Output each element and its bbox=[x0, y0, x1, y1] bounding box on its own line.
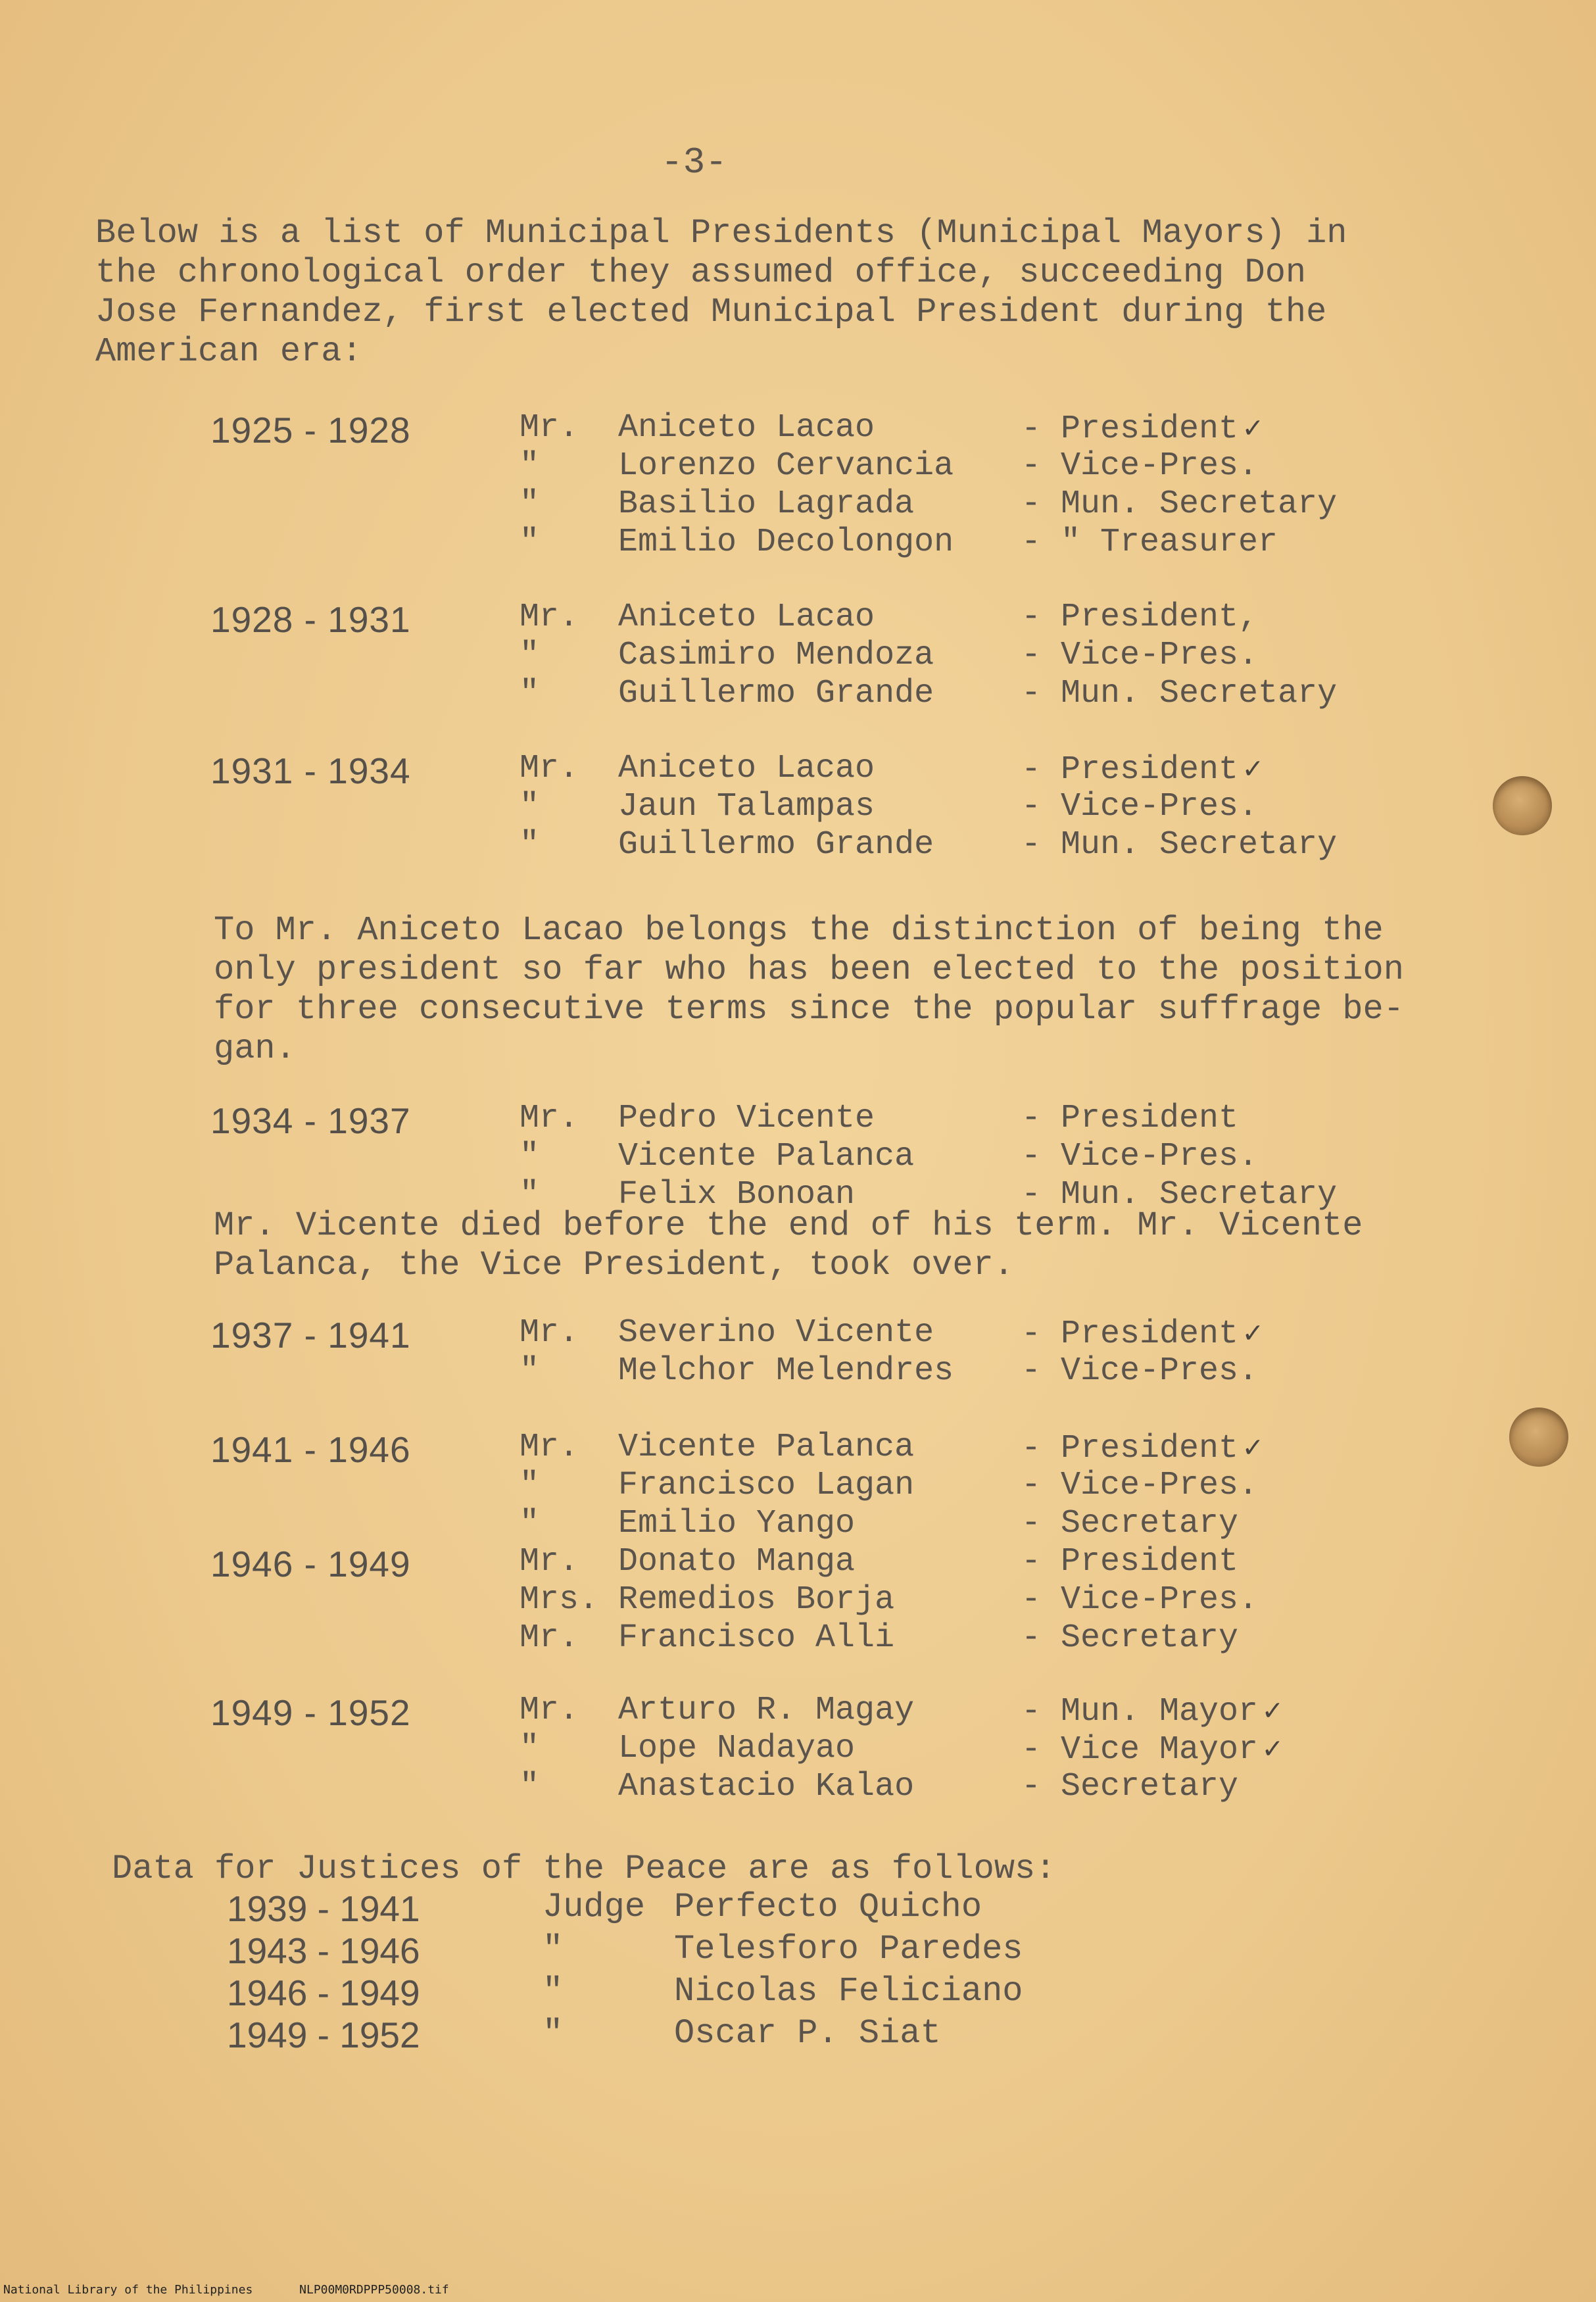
official-name: Donato Manga bbox=[618, 1543, 856, 1580]
official-title: Mr. bbox=[520, 1619, 579, 1657]
official-row bbox=[210, 1100, 1460, 1141]
official-name: Arturo R. Magay bbox=[618, 1692, 915, 1729]
official-row bbox=[210, 409, 1460, 451]
official-row bbox=[210, 1138, 1460, 1176]
justice-name: Telesforo Paredes bbox=[674, 1930, 1023, 1969]
archive-footer bbox=[3, 2283, 489, 2297]
official-row bbox=[210, 1768, 1460, 1806]
official-title: " bbox=[520, 1352, 540, 1390]
official-row bbox=[210, 1467, 1460, 1505]
official-name: Aniceto Lacao bbox=[618, 750, 875, 787]
official-name: Remedios Borja bbox=[618, 1581, 895, 1619]
official-name: Felix Bonoan bbox=[618, 1176, 856, 1213]
term-1934-1937 bbox=[210, 1100, 1460, 1214]
official-name: Emilio Yango bbox=[618, 1505, 856, 1542]
justice-row bbox=[227, 2014, 1411, 2056]
official-title: " bbox=[520, 1176, 540, 1213]
term-years: 1925 - 1928 bbox=[210, 410, 411, 451]
official-title: " bbox=[520, 524, 540, 561]
term-1928-1931 bbox=[210, 599, 1460, 713]
term-years: 1931 - 1934 bbox=[210, 750, 411, 791]
official-row bbox=[210, 788, 1460, 826]
official-role: - President bbox=[1021, 1100, 1239, 1137]
term-years: 1941 - 1946 bbox=[210, 1429, 411, 1470]
term-1949-1952 bbox=[210, 1692, 1460, 1806]
official-name: Francisco Alli bbox=[618, 1619, 895, 1657]
official-row bbox=[210, 1352, 1460, 1390]
official-role: - Vice-Pres. bbox=[1021, 1467, 1259, 1504]
official-title: " bbox=[520, 788, 540, 825]
official-title: Mr. bbox=[520, 1100, 579, 1137]
term-years: 1934 - 1937 bbox=[210, 1100, 411, 1141]
official-title: " bbox=[520, 485, 540, 523]
official-name: Guillermo Grande bbox=[618, 826, 934, 864]
official-role: - Vice-Pres. bbox=[1021, 637, 1259, 674]
justice-name: Oscar P. Siat bbox=[674, 2014, 941, 2053]
official-role: - Mun. Secretary bbox=[1021, 1176, 1338, 1213]
official-title: Mr. bbox=[520, 1543, 579, 1580]
official-row bbox=[210, 599, 1460, 640]
official-row bbox=[210, 1543, 1460, 1584]
justice-row bbox=[227, 1888, 1411, 1930]
official-role: - President, bbox=[1021, 599, 1259, 636]
justice-name: Nicolas Feliciano bbox=[674, 1972, 1023, 2011]
footer-filename: NLP00M0RDPPP50008.tif bbox=[299, 2283, 449, 2297]
official-name: Vicente Palanca bbox=[618, 1429, 915, 1466]
official-role: - Mun. Secretary bbox=[1021, 826, 1338, 864]
term-1925-1928 bbox=[210, 409, 1460, 562]
official-row bbox=[210, 1314, 1460, 1356]
official-name: Lorenzo Cervancia bbox=[618, 447, 954, 485]
justice-row bbox=[227, 1972, 1411, 2014]
official-role: - Vice-Pres. bbox=[1021, 447, 1259, 485]
intro-paragraph: Below is a list of Municipal Presidents (Municipal Mayors) in the chronological order they assumed office, succeeding Don Jose Fernandez, first elected Municipal President during the American era: bbox=[95, 214, 1347, 371]
official-title: Mr. bbox=[520, 1692, 579, 1729]
official-title: Mr. bbox=[520, 409, 579, 447]
punch-hole-icon bbox=[1493, 776, 1552, 835]
official-role: - Mun. Secretary bbox=[1021, 485, 1338, 523]
official-row bbox=[210, 1429, 1460, 1470]
official-role: - President ✓ bbox=[1021, 1430, 1262, 1467]
official-title: " bbox=[520, 447, 540, 485]
official-name: Severino Vicente bbox=[618, 1314, 934, 1352]
official-role: - Vice-Pres. bbox=[1021, 788, 1259, 825]
official-title: Mrs. bbox=[520, 1581, 599, 1619]
official-row bbox=[210, 1581, 1460, 1619]
justices-heading: Data for Justices of the Peace are as follows: bbox=[112, 1849, 1056, 1888]
check-mark-icon: ✓ bbox=[1263, 1733, 1282, 1767]
justice-years: 1943 - 1946 bbox=[227, 1930, 420, 1971]
justice-title: Judge bbox=[543, 1888, 646, 1926]
official-role: - Secretary bbox=[1021, 1768, 1239, 1805]
official-row bbox=[210, 1505, 1460, 1543]
official-row bbox=[210, 1619, 1460, 1657]
official-name: Aniceto Lacao bbox=[618, 409, 875, 447]
term-years: 1949 - 1952 bbox=[210, 1692, 411, 1733]
official-title: " bbox=[520, 826, 540, 864]
official-row bbox=[210, 826, 1460, 864]
term-years: 1946 - 1949 bbox=[210, 1544, 411, 1584]
official-row bbox=[210, 750, 1460, 791]
justice-years: 1946 - 1949 bbox=[227, 1972, 420, 2013]
justice-title: " bbox=[543, 1930, 564, 1969]
official-title: Mr. bbox=[520, 1314, 579, 1352]
punch-hole-icon bbox=[1509, 1408, 1568, 1467]
official-name: Basilio Lagrada bbox=[618, 485, 915, 523]
official-title: " bbox=[520, 1768, 540, 1805]
official-role: - President ✓ bbox=[1021, 1315, 1262, 1353]
vicente-note: Mr. Vicente died before the end of his term. Mr. Vicente Palanca, the Vice President, took over. bbox=[214, 1206, 1363, 1285]
official-title: " bbox=[520, 1505, 540, 1542]
lacao-note: To Mr. Aniceto Lacao belongs the distinction of being the only president so far who has been elected to the position for three consecutive terms since the popular suffrage be- gan. bbox=[214, 911, 1404, 1068]
official-row bbox=[210, 447, 1460, 485]
official-row bbox=[210, 485, 1460, 524]
official-role: - Vice-Pres. bbox=[1021, 1581, 1259, 1619]
official-role: - Vice Mayor ✓ bbox=[1021, 1731, 1282, 1769]
check-mark-icon: ✓ bbox=[1263, 1695, 1282, 1729]
term-years: 1937 - 1941 bbox=[210, 1315, 411, 1356]
official-title: Mr. bbox=[520, 750, 579, 787]
term-years: 1928 - 1931 bbox=[210, 599, 411, 640]
official-role: - Mun. Secretary bbox=[1021, 675, 1338, 712]
official-role: - President bbox=[1021, 1543, 1239, 1580]
official-role: - Secretary bbox=[1021, 1619, 1239, 1657]
official-name: Guillermo Grande bbox=[618, 675, 934, 712]
official-row bbox=[210, 637, 1460, 675]
official-name: Casimiro Mendoza bbox=[618, 637, 934, 674]
official-name: Melchor Melendres bbox=[618, 1352, 954, 1390]
official-role: - Secretary bbox=[1021, 1505, 1239, 1542]
official-title: " bbox=[520, 1138, 540, 1175]
justice-title: " bbox=[543, 2014, 564, 2053]
term-1937-1941 bbox=[210, 1314, 1460, 1390]
official-row bbox=[210, 675, 1460, 713]
official-title: " bbox=[520, 637, 540, 674]
official-role: - " Treasurer bbox=[1021, 524, 1278, 561]
official-title: Mr. bbox=[520, 1429, 579, 1466]
official-name: Aniceto Lacao bbox=[618, 599, 875, 636]
official-row bbox=[210, 524, 1460, 562]
official-role: - President ✓ bbox=[1021, 751, 1262, 789]
page-number: -3- bbox=[661, 141, 727, 184]
official-name: Pedro Vicente bbox=[618, 1100, 875, 1137]
official-title: " bbox=[520, 675, 540, 712]
check-mark-icon: ✓ bbox=[1244, 1432, 1262, 1466]
official-name: Anastacio Kalao bbox=[618, 1768, 915, 1805]
justice-title: " bbox=[543, 1972, 564, 2011]
official-name: Francisco Lagan bbox=[618, 1467, 915, 1504]
check-mark-icon: ✓ bbox=[1244, 753, 1262, 787]
check-mark-icon: ✓ bbox=[1244, 1317, 1262, 1352]
term-1946-1949 bbox=[210, 1543, 1460, 1657]
official-row bbox=[210, 1692, 1460, 1733]
justice-years: 1949 - 1952 bbox=[227, 2015, 420, 2055]
justices-list bbox=[227, 1888, 1411, 2056]
justice-name: Perfecto Quicho bbox=[674, 1888, 982, 1926]
check-mark-icon: ✓ bbox=[1244, 412, 1262, 447]
official-row bbox=[210, 1730, 1460, 1768]
official-name: Emilio Decolongon bbox=[618, 524, 954, 561]
official-name: Vicente Palanca bbox=[618, 1138, 915, 1175]
official-name: Jaun Talampas bbox=[618, 788, 875, 825]
footer-library: National Library of the Philippines bbox=[3, 2283, 253, 2297]
official-title: Mr. bbox=[520, 599, 579, 636]
justice-row bbox=[227, 1930, 1411, 1972]
official-title: " bbox=[520, 1467, 540, 1504]
official-role: - Vice-Pres. bbox=[1021, 1352, 1259, 1390]
official-title: " bbox=[520, 1730, 540, 1767]
justice-years: 1939 - 1941 bbox=[227, 1888, 420, 1929]
official-role: - President ✓ bbox=[1021, 410, 1262, 448]
term-1941-1946 bbox=[210, 1429, 1460, 1543]
official-name: Lope Nadayao bbox=[618, 1730, 856, 1767]
official-role: - Vice-Pres. bbox=[1021, 1138, 1259, 1175]
term-1931-1934 bbox=[210, 750, 1460, 864]
official-role: - Mun. Mayor ✓ bbox=[1021, 1693, 1282, 1730]
